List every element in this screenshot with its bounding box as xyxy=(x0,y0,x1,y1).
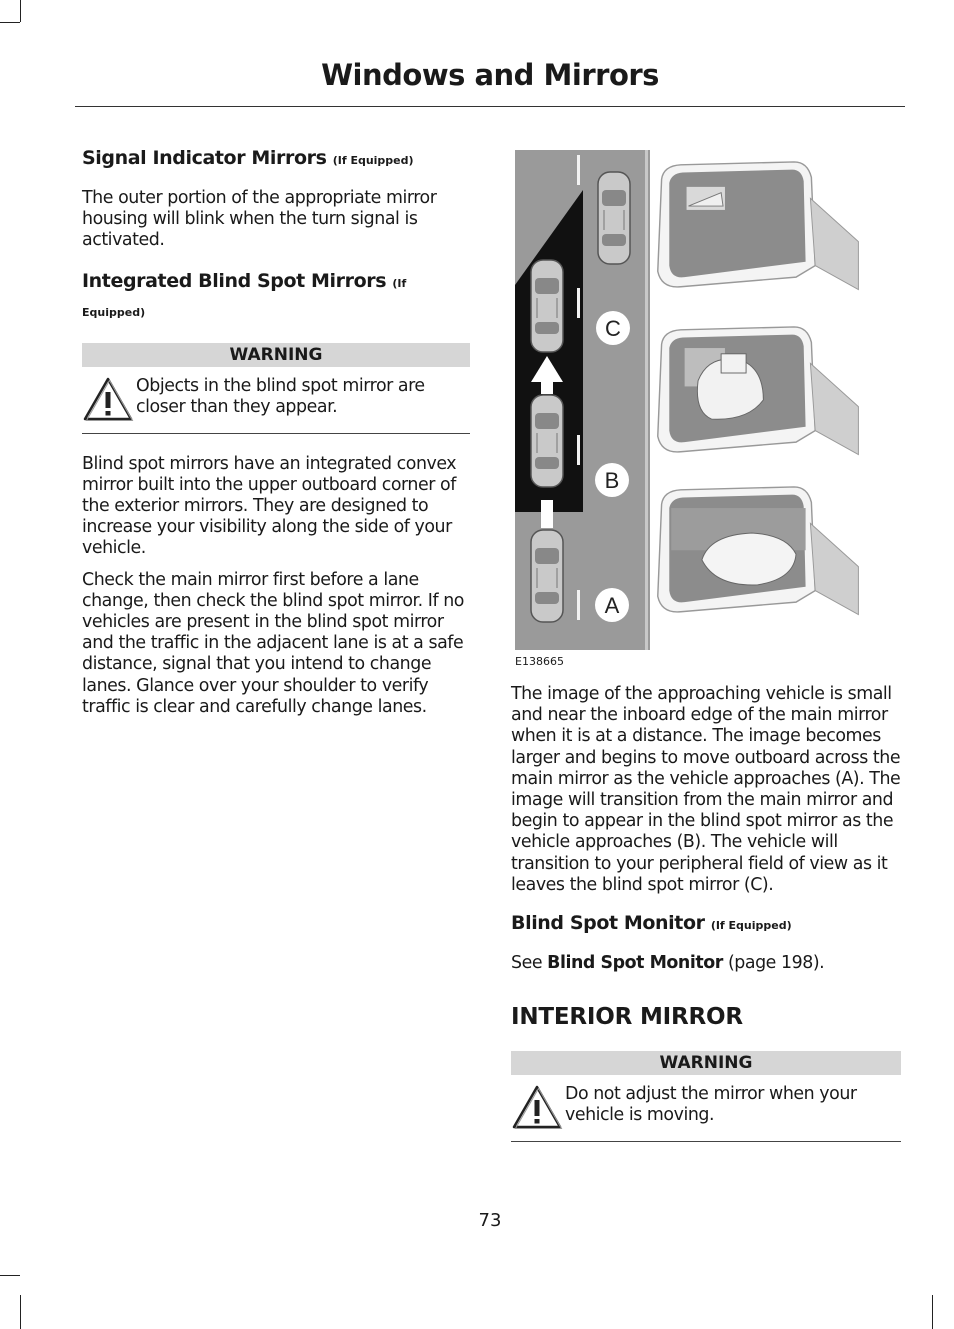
heading-text: Signal Indicator Mirrors xyxy=(82,147,327,169)
crop-mark xyxy=(0,1275,20,1276)
car-b xyxy=(531,395,563,487)
warning-label: WARNING xyxy=(82,343,470,367)
label-c: C xyxy=(605,316,621,341)
interior-mirror-heading: INTERIOR MIRROR xyxy=(511,1004,743,1031)
label-b: B xyxy=(604,468,620,493)
blind-spot-figure xyxy=(515,150,885,650)
image-description: The image of the approaching vehicle is small and near the inboard edge of the main mirror when it is at a distance. The image becomes larger and begins to move outboard across the main mirror as the vehicle approaches (A). The image will transition from the main mirror and begin to appear in the blind spot mirror as the vehicle approaches (B). The vehicle will transition to your peripheral field of view as it leaves the blind spot mirror (C). xyxy=(511,684,901,895)
blind-spot-para-2: Check the main mirror first before a lane change, then check the blind spot mirror. If no vehicles are present in the blind spot mirror and the traffic in the adjacent lane is at a safe distance, signal that you intend to change lanes. Glance over your shoulder to verify traffic is clear and carefully change lanes. xyxy=(82,569,464,717)
warning-content xyxy=(82,367,470,434)
warning-content xyxy=(511,1075,901,1142)
crop-mark xyxy=(20,1295,21,1329)
mirror-view-b xyxy=(658,327,859,455)
signal-indicator-text: The outer portion of the appropriate mirror housing will blink when the turn signal is activated. xyxy=(82,188,437,251)
blind-spot-monitor-heading xyxy=(511,910,901,939)
left-column xyxy=(82,145,470,718)
heading-text: Blind Spot Monitor xyxy=(511,912,705,935)
blind-spot-mirrors-heading xyxy=(82,268,470,326)
title-rule xyxy=(75,106,905,107)
page-number: 73 xyxy=(478,1210,502,1231)
blind-spot-monitor-ref xyxy=(511,953,901,974)
right-column xyxy=(511,680,901,1142)
warning-triangle-icon xyxy=(511,1084,563,1130)
heading-text: Integrated Blind Spot Mirrors xyxy=(82,269,387,292)
car-c xyxy=(531,260,563,352)
page-ref: (page 198). xyxy=(727,953,825,974)
warning-label: WARNING xyxy=(511,1051,901,1075)
heading-qualifier: (If Equipped) xyxy=(332,154,414,167)
warning-text: Objects in the blind spot mirror are closer than they appear. xyxy=(136,375,425,417)
warning-box xyxy=(82,343,470,434)
warning-text: Do not adjust the mirror when your vehicle is moving. xyxy=(565,1084,857,1126)
car-a xyxy=(531,530,563,622)
label-a: A xyxy=(604,593,620,618)
crop-mark xyxy=(0,22,20,23)
mirror-view-c xyxy=(658,162,859,290)
heading-qualifier: (If Equipped) xyxy=(710,919,792,933)
heading-qualifier: (If Equipped) xyxy=(82,276,407,319)
mirror-view-a xyxy=(658,487,859,615)
car-ahead xyxy=(598,172,630,264)
signal-indicator-heading xyxy=(82,145,470,174)
blind-spot-monitor-link[interactable]: Blind Spot Monitor xyxy=(547,953,723,974)
crop-mark xyxy=(20,0,21,22)
crop-mark xyxy=(932,1295,933,1329)
figure-code: E138665 xyxy=(515,655,564,668)
page-title: Windows and Mirrors xyxy=(321,58,659,92)
warning-triangle-icon xyxy=(82,376,134,422)
warning-box xyxy=(511,1051,901,1142)
see-text: See xyxy=(511,953,543,974)
blind-spot-para-1: Blind spot mirrors have an integrated convex mirror built into the upper outboard corner of the exterior mirrors. They are designed to increase your visibility along the side of your vehicle. xyxy=(82,453,457,559)
